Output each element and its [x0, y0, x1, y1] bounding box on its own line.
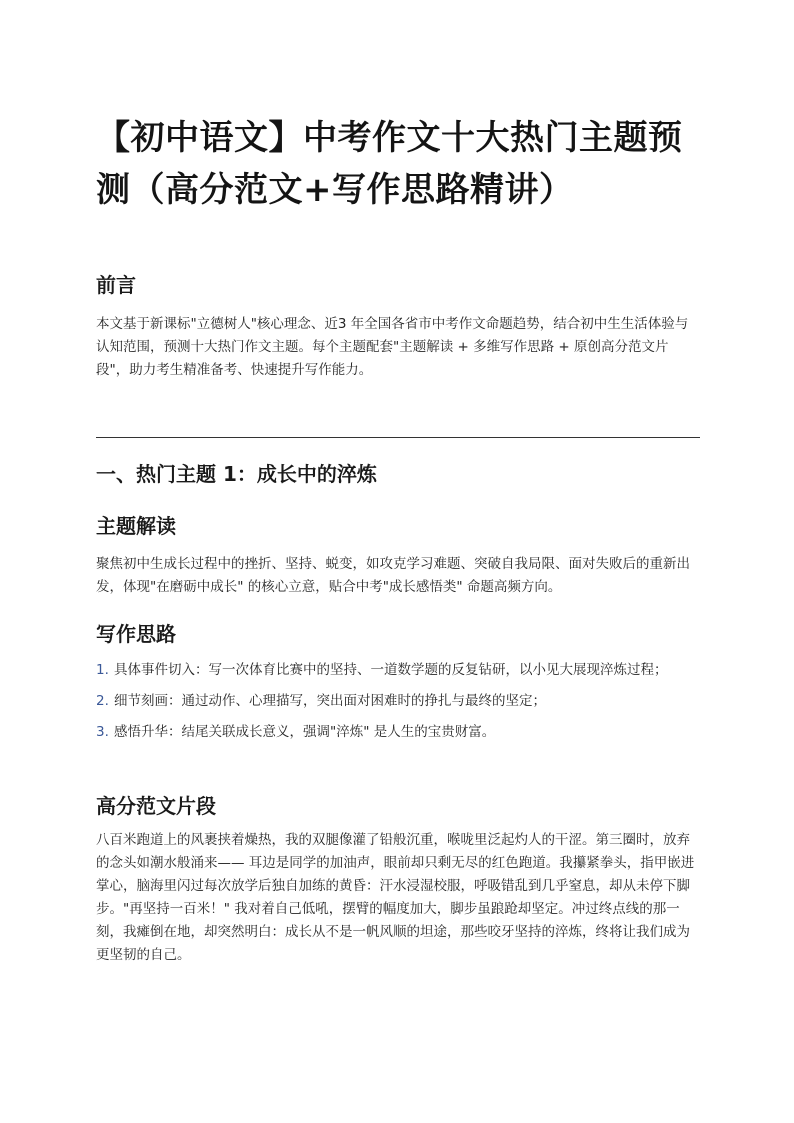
preface-paragraph: 本文基于新课标"立德树人"核心理念、近3 年全国各省市中考作文命题趋势，结合初中生生活体验与认知范围，预测十大热门作文主题。每个主题配套"主题解读 + 多维写作思路 + 原创高分范文片段"，助力考生精准备考、快速提升写作能力。: [96, 316, 689, 378]
sample-essay-paragraph: 八百米跑道上的风裹挟着燥热，我的双腿像灌了铅般沉重，喉咙里泛起灼人的干涩。第三圈时，放弃的念头如潮水般涌来—— 耳边是同学的加油声，眼前却只剩无尽的红色跑道。我攥紧拳头，指甲嵌进掌心，脑海里闪过每次放学后独自加练的黄昏：汗水浸湿校服，呼吸错乱到几乎窒息，却从未停下脚步。"再坚持一百米！" 我对着自己低吼，摆臂的幅度加大，脚步虽踉跄却坚定。冲过终点线的那一刻，我瘫倒在地，却突然明白：成长从不是一帆风顺的坦途，那些咬牙坚持的淬炼，终将让我们成为更坚韧的自己。: [96, 832, 695, 963]
preface-heading: 前言: [96, 273, 136, 297]
list-item-text: 感悟升华：结尾关联成长意义，强调"淬炼" 是人生的宝贵财富。: [114, 724, 496, 740]
list-item-number: 2.: [96, 693, 109, 709]
section-1-heading: 一、热门主题 1：成长中的淬炼: [96, 462, 377, 486]
document-title: 【初中语文】中考作文十大热门主题预测（高分范文+写作思路精讲）: [96, 118, 683, 210]
theme-interpretation-heading: 主题解读: [96, 514, 176, 538]
list-item-text: 细节刻画：通过动作、心理描写，突出面对困难时的挣扎与最终的坚定；: [114, 693, 546, 709]
writing-ideas-list: [96, 659, 700, 752]
list-item: [96, 721, 700, 744]
list-item-number: 1.: [96, 662, 109, 678]
list-item: [96, 659, 700, 682]
list-item-text: 具体事件切入：写一次体育比赛中的坚持、一道数学题的反复钻研，以小见大展现淬炼过程；: [114, 662, 668, 678]
list-item-number: 3.: [96, 724, 109, 740]
sample-essay-heading: 高分范文片段: [96, 794, 216, 818]
writing-ideas-heading: 写作思路: [96, 622, 176, 646]
list-item: [96, 690, 700, 713]
theme-interpretation-paragraph: 聚焦初中生成长过程中的挫折、坚持、蜕变，如攻克学习难题、突破自我局限、面对失败后的重新出发，体现"在磨砺中成长" 的核心立意，贴合中考"成长感悟类" 命题高频方向。: [96, 556, 690, 595]
section-divider: [96, 437, 700, 438]
